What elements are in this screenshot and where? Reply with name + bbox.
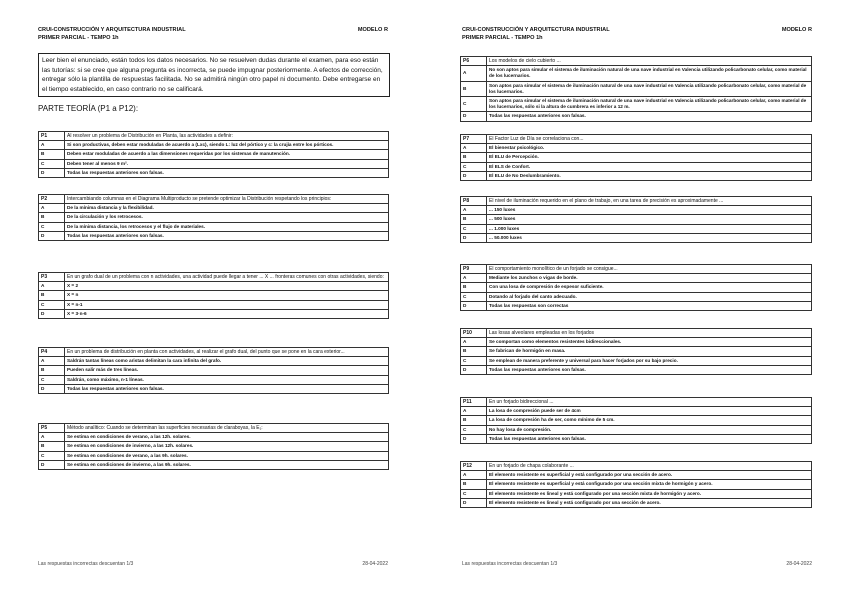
answer-option (461, 162, 812, 171)
footer-note: Las respuestas incorrectas descuentan 1/3 (462, 561, 558, 567)
instructions-box: Leer bien el enunciado, están todos los datos necesarios. No se resuelven dudas durante el examen, para eso están las tutorías: si se cree que alguna pregunta es incorrecta, se puede impugnar posteriormente. A efectos de corrección, entregar sólo la plantilla de respuestas facilitada. No se admitirá ningún otro papel ni documento. Debe entregarse en el tiempo establecido, en caso contrario no se calificará. (38, 53, 390, 97)
answer-option (39, 451, 389, 460)
option-text: Se comportan como elementos resistentes bidireccionales. (487, 338, 812, 347)
option-letter: D (39, 460, 65, 469)
option-letter: D (461, 498, 487, 507)
option-text: No hay losa de compresión. (487, 425, 812, 434)
question-p11 (460, 397, 812, 444)
answer-option (461, 215, 812, 224)
footer-note: Las respuestas incorrectas descuentan 1/3 (38, 561, 134, 567)
answer-option (39, 282, 389, 291)
option-text: Son aptos para simular el sistema de iluminación natural de una nave industrial en Valencia utilizando policarbonato celular, como material de los lucernarios, sólo si la altura de cumbrera es inferior a 12 m. (487, 97, 812, 112)
question-text: El Factor Luz de Día se correlaciona con... (487, 135, 812, 144)
answer-option (39, 309, 389, 318)
option-text: No son aptos para simular el sistema de iluminación natural de una nave industrial en Valencia utilizando policarbonato celular, como material de los lucernarios. (487, 66, 812, 81)
option-letter: D (39, 309, 65, 318)
option-letter: A (39, 204, 65, 213)
answer-option (39, 231, 389, 240)
question-header (39, 348, 389, 357)
answer-option (461, 425, 812, 434)
question-p5 (38, 423, 389, 470)
question-text: Al resolver un problema de Distribución en Planta, las actividades a definir: (65, 132, 389, 141)
exam-model: MODELO R (357, 27, 388, 33)
question-header (39, 132, 389, 141)
question-id: P9 (461, 265, 487, 274)
question-text: En un forjado de chapa colaborante ... (487, 462, 812, 471)
option-letter: B (39, 213, 65, 222)
page-footer (462, 561, 812, 567)
option-text: Saldrán tantas líneas como aristas delimitan la cara infinita del grafo. (65, 357, 389, 366)
option-text: ... 1.000 luxes (487, 224, 812, 233)
question-header (461, 329, 812, 338)
option-text: Se estima en condiciones de invierno, a las 9h. solares. (65, 460, 389, 469)
answer-option (461, 489, 812, 498)
option-text: Todas las respuestas anteriores son falsas. (65, 168, 389, 177)
option-text: Todas las respuestas anteriores son falsas. (487, 434, 812, 443)
answer-option (39, 291, 389, 300)
option-letter: A (461, 471, 487, 480)
option-letter: C (461, 97, 487, 112)
answer-option (39, 159, 389, 168)
option-letter: C (39, 159, 65, 168)
option-letter: C (39, 222, 65, 231)
answer-option (39, 213, 389, 222)
option-letter: A (461, 206, 487, 215)
option-text: La losa de compresión puede ser de 4cm (487, 407, 812, 416)
option-text: Con una losa de compresión de espesor suficiente. (487, 283, 812, 292)
answer-option (461, 407, 812, 416)
question-p10 (460, 328, 812, 375)
answer-option (39, 150, 389, 159)
answer-option (461, 283, 812, 292)
answer-option (39, 141, 389, 150)
option-text: ... 50.000 luxes (487, 233, 812, 242)
answer-option (39, 222, 389, 231)
option-text: ... 150 luxes (487, 206, 812, 215)
answer-option (39, 204, 389, 213)
answer-option (461, 206, 812, 215)
answer-option (461, 233, 812, 242)
answer-option (461, 274, 812, 283)
question-text: En un problema de distribución en planta con actividades, al realizar el grafo dual, del punto que se pone en la cara exterior... (65, 348, 389, 357)
option-letter: D (39, 231, 65, 240)
option-letter: B (39, 150, 65, 159)
question-header (461, 398, 812, 407)
option-text: El elemento resistente es superficial y está configurado por una sección mixta de hormigón y acero. (487, 480, 812, 489)
answer-option (461, 153, 812, 162)
option-letter: D (461, 365, 487, 374)
option-text: Deben estar moduladas de acuerdo a las dimensiones requeridas por los sistemas de manutención. (65, 150, 389, 159)
option-text: El ELU de No Deslumbramiento. (487, 171, 812, 180)
answer-option (461, 292, 812, 301)
answer-option (461, 112, 812, 121)
option-text: Todas las respuestas anteriores son falsas. (65, 231, 389, 240)
question-text: El comportamiento monolítico de un forjado se consigue... (487, 265, 812, 274)
option-text: ... 500 luxes (487, 215, 812, 224)
option-letter: B (39, 366, 65, 375)
answer-option (461, 356, 812, 365)
option-letter: B (461, 215, 487, 224)
option-letter: B (461, 283, 487, 292)
option-letter: D (461, 112, 487, 121)
option-text: Todas las respuestas anteriores son falsas. (487, 112, 812, 121)
question-text: El nivel de iluminación requerido en el plano de trabajo, en una tarea de precisión es aproximadamente ... (487, 197, 812, 206)
answer-option (461, 471, 812, 480)
option-letter: A (39, 357, 65, 366)
page-right (424, 0, 848, 599)
question-p3 (38, 272, 389, 319)
question-id: P6 (461, 57, 487, 66)
option-letter: A (461, 144, 487, 153)
option-text: El ELS de Confort. (487, 162, 812, 171)
question-text: En un forjado bidireccional ... (487, 398, 812, 407)
question-header (39, 195, 389, 204)
question-id: P2 (39, 195, 65, 204)
option-text: El ELU de Percepción. (487, 153, 812, 162)
answer-option (39, 300, 389, 309)
answer-option (461, 301, 812, 310)
option-text: De la circulación y los retrocesos. (65, 213, 389, 222)
question-id: P1 (39, 132, 65, 141)
option-text: Saldrán, como máximo, n-1 líneas. (65, 375, 389, 384)
header-left (38, 27, 186, 42)
option-letter: A (461, 338, 487, 347)
option-letter: A (461, 66, 487, 81)
option-text: Todas las respuestas anteriores son falsas. (65, 384, 389, 393)
answer-option (39, 442, 389, 451)
option-text: Se estima en condiciones de invierno, a las 12h. solares. (65, 442, 389, 451)
question-id: P10 (461, 329, 487, 338)
option-text: Son aptos para simular el sistema de iluminación natural de una nave industrial en Valencia utilizando policarbonato celular, como material de los lucernarios. (487, 81, 812, 96)
option-letter: D (39, 384, 65, 393)
answer-option (39, 357, 389, 366)
answer-option (461, 81, 812, 96)
footer-date: 28-04-2022 (786, 561, 812, 567)
option-letter: B (461, 347, 487, 356)
question-p12 (460, 461, 812, 508)
answer-option (39, 366, 389, 375)
option-text: Si son productivas, deben estar moduladas de acuerdo a (Lxc), siendo L: luz del pórtico y c: la crujía entre los pórticos. (65, 141, 389, 150)
question-p7 (460, 134, 812, 181)
option-letter: D (461, 434, 487, 443)
option-letter: C (461, 425, 487, 434)
answer-option (461, 144, 812, 153)
question-p4 (38, 347, 389, 394)
header-left (462, 27, 610, 42)
question-header (461, 57, 812, 66)
answer-option (461, 171, 812, 180)
option-letter: D (461, 171, 487, 180)
option-letter: C (461, 489, 487, 498)
answer-option (39, 460, 389, 469)
answer-option (39, 433, 389, 442)
question-header (461, 265, 812, 274)
question-p8 (460, 196, 812, 243)
page-footer (38, 561, 388, 567)
option-letter: B (461, 81, 487, 96)
answer-option (461, 224, 812, 233)
question-text: Los modelos de cielo cubierto ... (487, 57, 812, 66)
question-header (39, 273, 389, 282)
option-letter: C (461, 292, 487, 301)
answer-option (461, 434, 812, 443)
question-id: P12 (461, 462, 487, 471)
question-p1 (38, 131, 389, 178)
option-text: El elemento resistente es superficial y está configurado por una sección de acero. (487, 471, 812, 480)
section-title: PARTE TEORÍA (P1 a P12): (38, 104, 139, 113)
option-text: El elemento resistente es lineal y está configurado por una sección de acero. (487, 498, 812, 507)
option-text: Mediante los zunchos o vigas de borde. (487, 274, 812, 283)
option-text: X = 2 (65, 282, 389, 291)
option-letter: D (461, 301, 487, 310)
question-text: Intercambiando columnas en el Diagrama Multiproducto se pretende optimizar la Distribución respetando los principios: (65, 195, 389, 204)
exam-subtitle: PRIMER PARCIAL - TEMPO 1h (462, 34, 543, 41)
option-text: Todas las respuestas anteriores son falsas. (487, 365, 812, 374)
option-letter: B (461, 416, 487, 425)
option-letter: C (39, 300, 65, 309)
option-text: Deben tener al menos 9 m². (65, 159, 389, 168)
option-letter: C (461, 224, 487, 233)
exam-subtitle: PRIMER PARCIAL - TEMPO 1h (38, 34, 119, 41)
exam-model: MODELO R (781, 27, 812, 33)
question-header (461, 135, 812, 144)
option-text: De la mínima distancia, los retrocesos y el flujo de materiales. (65, 222, 389, 231)
option-letter: B (461, 480, 487, 489)
option-letter: A (39, 141, 65, 150)
option-text: De la mínima distancia y la flexibilidad. (65, 204, 389, 213)
answer-option (39, 168, 389, 177)
option-text: X = n (65, 291, 389, 300)
question-id: P3 (39, 273, 65, 282)
option-letter: D (461, 233, 487, 242)
question-text: Método analítico: Cuando se determinan las superficies necesarias de claraboyas, la E₁: (65, 424, 389, 433)
answer-option (461, 416, 812, 425)
course-title: CRUI-CONSTRUCCIÓN Y ARQUITECTURA INDUSTRIAL (462, 27, 610, 33)
option-text: Se estima en condiciones de verano, a las 12h. solares. (65, 433, 389, 442)
option-letter: A (39, 282, 65, 291)
answer-option (461, 480, 812, 489)
question-p9 (460, 264, 812, 311)
option-text: Se emplean de manera preferente y universal para hacer forjados por su bajo precio. (487, 356, 812, 365)
question-header (461, 197, 812, 206)
course-title: CRUI-CONSTRUCCIÓN Y ARQUITECTURA INDUSTRIAL (38, 27, 186, 33)
answer-option (461, 338, 812, 347)
question-text: Las losas alveolares empleadas en los forjados (487, 329, 812, 338)
option-letter: C (461, 162, 487, 171)
option-text: X = 3·n-6 (65, 309, 389, 318)
question-id: P7 (461, 135, 487, 144)
answer-option (39, 375, 389, 384)
answer-option (461, 365, 812, 374)
option-text: Se estima en condiciones de verano, a las 9h. solares. (65, 451, 389, 460)
question-p6 (460, 56, 812, 122)
question-p2 (38, 194, 389, 241)
footer-date: 28-04-2022 (362, 561, 388, 567)
option-letter: B (461, 153, 487, 162)
option-letter: C (461, 356, 487, 365)
option-letter: C (39, 375, 65, 384)
question-id: P8 (461, 197, 487, 206)
answer-option (461, 498, 812, 507)
option-text: Pueden salir más de tres líneas. (65, 366, 389, 375)
option-letter: A (461, 274, 487, 283)
option-text: Todas las respuestas son correctas (487, 301, 812, 310)
option-letter: B (39, 291, 65, 300)
answer-option (461, 347, 812, 356)
option-text: Se fabrican de hormigón en masa. (487, 347, 812, 356)
answer-option (461, 66, 812, 81)
question-header (39, 424, 389, 433)
option-letter: B (39, 442, 65, 451)
option-letter: C (39, 451, 65, 460)
question-text: En un grafo dual de un problema con n actividades, una actividad puede llegar a tener ... X ... fronteras comunes con otras actividades, siendo: (65, 273, 389, 282)
answer-option (461, 97, 812, 112)
question-id: P11 (461, 398, 487, 407)
answer-option (39, 384, 389, 393)
question-id: P4 (39, 348, 65, 357)
question-id: P5 (39, 424, 65, 433)
page-header (462, 27, 812, 45)
page-header (38, 27, 388, 45)
option-text: La losa de compresión ha de ser, como mínimo de 5 cm. (487, 416, 812, 425)
option-text: X = n-1 (65, 300, 389, 309)
option-text: Dotando al forjado del canto adecuado. (487, 292, 812, 301)
option-letter: A (461, 407, 487, 416)
option-text: El elemento resistente es lineal y está configurado por una sección mixta de hormigón y acero. (487, 489, 812, 498)
option-text: El bienestar psicológico. (487, 144, 812, 153)
option-letter: A (39, 433, 65, 442)
option-letter: D (39, 168, 65, 177)
question-header (461, 462, 812, 471)
